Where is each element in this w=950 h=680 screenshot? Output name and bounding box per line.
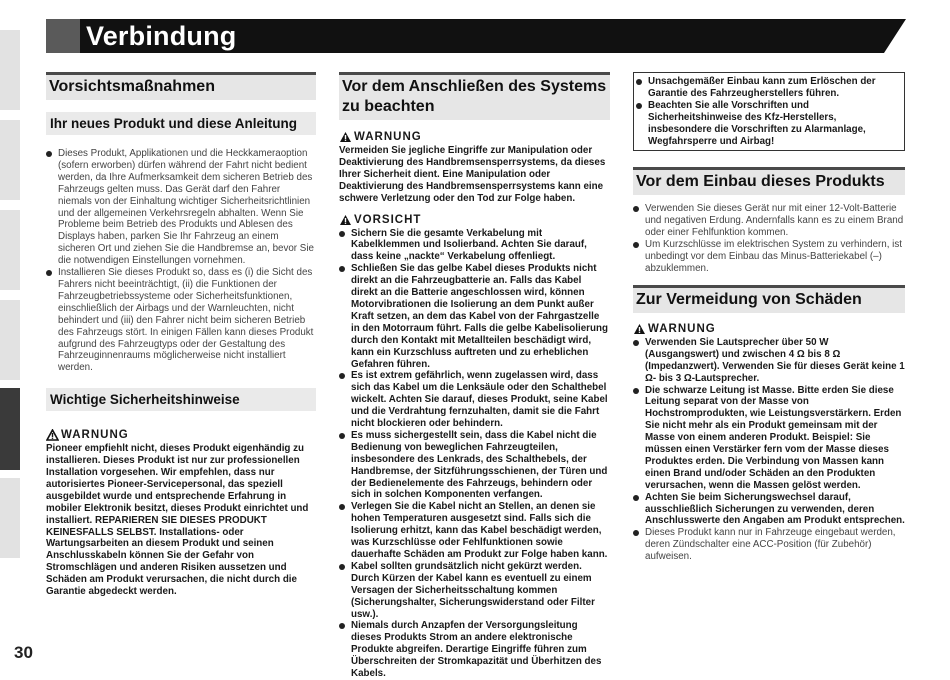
warning-list bbox=[633, 337, 905, 528]
list-item: Dieses Produkt kann nur in Fahrzeuge eingebaut werden, deren Zündschalter eine ACC-Position (für Zubehör) aufweisen. bbox=[633, 527, 905, 563]
column-left bbox=[46, 72, 316, 598]
bullet-icon bbox=[339, 504, 345, 510]
box-list bbox=[636, 76, 901, 147]
bullet-icon bbox=[633, 242, 639, 248]
header-bar bbox=[46, 19, 906, 53]
list-item: Installieren Sie dieses Produkt so, dass es (i) die Sicht des Fahrers nicht beeinträchtigt, (ii) die Funktionen der Fahrzeugbetriebssysteme oder Sicherheitsfunktionen, einschließlich der Airbags und der Warnleuchten, nicht behindert und (iii) den Fahrer nicht beim sicheren Betrieb des Fahrzeugs stört. In einigen Fällen kann dieses Produkt aufgrund des Fahrzeugtyps oder der Gestaltung des Fahrzeuginnenraums möglicherweise nicht installiert werden. bbox=[46, 267, 316, 374]
bullet-icon bbox=[339, 373, 345, 379]
bullet-icon bbox=[636, 79, 642, 85]
side-tab-4 bbox=[0, 300, 20, 380]
section-title: Zur Vermeidung von Schäden bbox=[633, 285, 905, 313]
side-tab-2 bbox=[0, 120, 20, 200]
list-item: Beachten Sie alle Vorschriften und Sicherheitshinweise des Kfz-Herstellers, insbesondere die Vorschriften zu Alarmanlage, Wegfahrsperre und Airbag! bbox=[636, 100, 901, 148]
bullet-icon bbox=[633, 388, 639, 394]
caution-heading: VORSICHT bbox=[339, 214, 610, 226]
page-number: 30 bbox=[14, 643, 33, 662]
bullet-list bbox=[46, 148, 316, 374]
bullet-icon bbox=[339, 433, 345, 439]
side-tab-3 bbox=[0, 210, 20, 290]
warning-text: Pioneer empfiehlt nicht, dieses Produkt eigenhändig zu installieren. Dieses Produkt ist nur zur professionellen Installation vorgesehen. Wir empfehlen, dass nur autorisiertes Pioneer-Servicepersonal, das speziell ausgebildet wurde und entsprechende Erfahrung in mobiler Elektronik besitzt, dieses Produkt einrichtet und installiert. REPARIEREN SIE DIESES PRODUKT KEINESFALLS SELBST. Installations- oder Wartungsarbeiten an diesem Produkt und seinen Anschlusskabeln können Sie der Gefahr von Stromschlägen und anderen Risiken aussetzen und Schäden am Produkt verursachen, die nicht durch die Garantie abgedeckt werden. bbox=[46, 443, 309, 598]
caution-list bbox=[339, 228, 610, 680]
list-item: Verwenden Sie Lautsprecher über 50 W (Ausgangswert) und zwischen 4 Ω bis 8 Ω (Impedanzwert). Verwenden Sie für dieses Gerät keine 1 Ω- bis 3 Ω-Lautsprecher. bbox=[633, 337, 905, 385]
list-item: Die schwarze Leitung ist Masse. Bitte erden Sie diese Leitung separat von der Masse von Hochstromprodukten, wie Leistungsverstärkern. Erden Sie nicht mehr als ein Produkt gemeinsam mit der Masse von einem anderen Produkt. Beispiel: Sie müssen einen Verstärker fern vom der Masse dieses Produktes erden. Die Verbindung von Massen kann einen Brand und/oder Schäden an den Produkten verursachen, wenn die Massen gelöst werden. bbox=[633, 385, 905, 492]
caution-triangle-icon bbox=[339, 214, 352, 226]
bullet-icon bbox=[46, 270, 52, 276]
section-title: Vor dem Einbau dieses Produkts bbox=[633, 167, 905, 195]
bullet-icon bbox=[633, 530, 639, 536]
bullet-icon bbox=[46, 151, 52, 157]
warning-triangle-icon bbox=[339, 131, 352, 143]
list-item: Kabel sollten grundsätzlich nicht gekürzt werden. Durch Kürzen der Kabel kann es eventuell zu einem Versagen der Sicherheitsschaltung kommen (Sicherungshalter, Sicherungswiderstand oder Filter usw.). bbox=[339, 561, 610, 621]
list-item: Es muss sichergestellt sein, dass die Kabel nicht die Bedienung von beweglichen Fahrzeugteilen, insbesondere des Lenkrads, des Schalthebels, der Handbremse, der Sitzführungsschienen, der Türen und der Bedienelemente des Fahrzeugs, behindern oder sich in solchen Komponenten verfangen. bbox=[339, 430, 610, 501]
subsection-title: Wichtige Sicherheitshinweise bbox=[46, 388, 316, 411]
list-item: Verwenden Sie dieses Gerät nur mit einer 12-Volt-Batterie und negativen Erdung. Andernfalls kann es zu einem Brand oder einer Fehlfunktion kommen. bbox=[633, 203, 905, 239]
list-item: Dieses Produkt, Applikationen und die Heckkameraoption (sofern erworben) dürfen während der Fahrt nicht bedient werden, da Ihre Aufmerksamkeit dem sicheren Betrieb des Fahrzeugs gelten muss. Das Gerät darf den Fahrer niemals von der Einhaltung wichtiger Sicherheitsrichtlinien und der allgemeinen Verkehrsregeln abhalten. Wenn Sie Probleme beim Betrieb des Produkts und Ablesen des Displays haben, parken Sie Ihr Fahrzeug an einem sicheren Ort und ziehen Sie die Handbremse an, bevor Sie die notwendigen Einstellungen vornehmen. bbox=[46, 148, 316, 267]
bullet-icon bbox=[339, 564, 345, 570]
warning-heading: WARNUNG bbox=[46, 429, 316, 441]
warning-heading: WARNUNG bbox=[339, 131, 610, 143]
subsection-title: Ihr neues Produkt und diese Anleitung bbox=[46, 112, 316, 135]
bullet-icon bbox=[633, 206, 639, 212]
bullet-icon bbox=[339, 623, 345, 629]
warning-box bbox=[633, 72, 905, 151]
list-item: Um Kurzschlüsse im elektrischen System zu verhindern, ist unbedingt vor dem Einbau das Minus-Batteriekabel (–) abzuklemmen. bbox=[633, 239, 905, 275]
list-item: Niemals durch Anzapfen der Versorgungsleitung dieses Produkts Strom an andere elektronische Produkte abgreifen. Derartige Eingriffe führen zum Überschreiten der Stromkapazität und Überhitzen des Kabels. bbox=[339, 620, 610, 680]
bullet-icon bbox=[339, 231, 345, 237]
bullet-icon bbox=[633, 340, 639, 346]
side-tab-active bbox=[0, 388, 20, 470]
list-item: Achten Sie beim Sicherungswechsel darauf, ausschließlich Sicherungen zu verwenden, deren Anschlusswerte den Angaben am Produkt entsprechen. bbox=[633, 492, 905, 528]
bullet-icon bbox=[636, 103, 642, 109]
header-square bbox=[46, 19, 80, 53]
list-item: Es ist extrem gefährlich, wenn zugelassen wird, dass sich das Kabel um die Lenksäule oder den Schalthebel wickelt. Achten Sie darauf, dieses Produkt, seine Kabel und die Verdrahtung fernzuhalten, damit sie die Fahrt nicht blockieren oder behindern. bbox=[339, 370, 610, 430]
bullet-icon bbox=[633, 495, 639, 501]
list-item: Sichern Sie die gesamte Verkabelung mit Kabelklemmen und Isolierband. Achten Sie darauf, dass keine „nackte“ Verkabelung offenliegt. bbox=[339, 228, 610, 264]
column-right bbox=[633, 72, 905, 563]
column-middle bbox=[339, 72, 610, 680]
page-title: Verbindung bbox=[86, 21, 237, 51]
warning-triangle-icon bbox=[633, 323, 646, 335]
list-item: Verlegen Sie die Kabel nicht an Stellen, an denen sie hohen Temperaturen ausgesetzt sind. Falls sich die Isolierung erhitzt, kann das Kabel beschädigt werden, was Kurzschlüsse oder Fehlfunktionen sowie dauerhafte Schäden am Produkt zur Folge haben kann. bbox=[339, 501, 610, 561]
bullet-list bbox=[633, 203, 905, 274]
list-item: Unsachgemäßer Einbau kann zum Erlöschen der Garantie des Fahrzeugherstellers führen. bbox=[636, 76, 901, 100]
note-list bbox=[633, 527, 905, 563]
section-title: Vorsichtsmaßnahmen bbox=[46, 72, 316, 100]
warning-triangle-icon bbox=[46, 429, 59, 441]
side-tab-6 bbox=[0, 478, 20, 558]
list-item: Schließen Sie das gelbe Kabel dieses Produkts nicht direkt an die Fahrzeugbatterie an. Falls das Kabel direkt an die Batterie angeschlossen wird, können Motorvibrationen die Isolierung an dem Punkt außer Kraft setzen, an dem das Kabel von der Fahrgastzelle in den Motorraum führt. Falls die gelbe Kabelisolierung durch den Kontakt mit Metallteilen beschädigt wird, kann ein Kurzschluss auftreten und zu erheblichen Gefahren führen. bbox=[339, 263, 610, 370]
section-title: Vor dem Anschließen des Systems zu beachten bbox=[339, 72, 610, 120]
warning-text: Vermeiden Sie jegliche Eingriffe zur Manipulation oder Deaktivierung des Handbremsensperrsystems, da dieses Ihrer Sicherheit dient. Eine Manipulation oder Deaktivierung des Handbremsensperrsystems kann eine schwere Verletzung oder den Tod zur Folge haben. bbox=[339, 145, 606, 204]
warning-heading: WARNUNG bbox=[633, 323, 905, 335]
side-tab-1 bbox=[0, 30, 20, 110]
bullet-icon bbox=[339, 266, 345, 272]
